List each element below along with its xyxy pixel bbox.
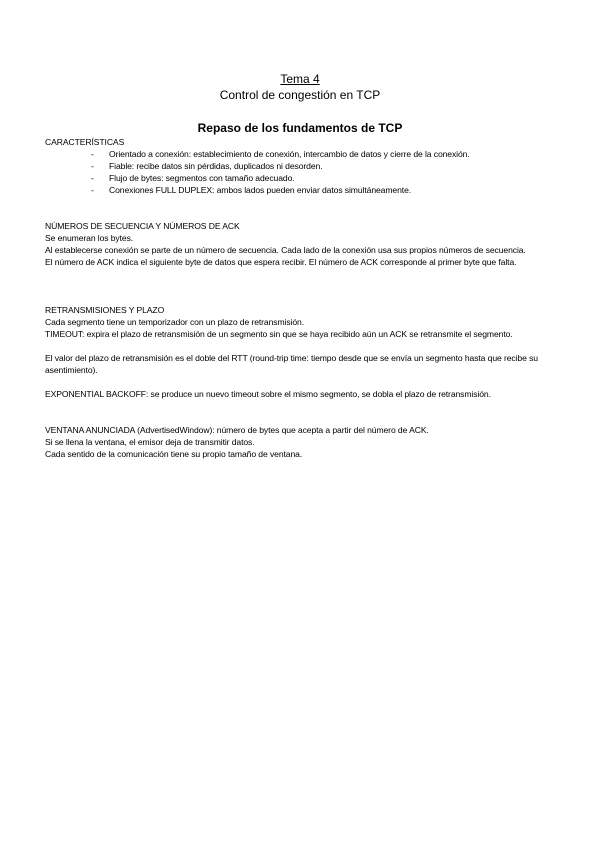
- numeros-heading: NÚMEROS DE SECUENCIA Y NÚMEROS DE ACK: [45, 221, 240, 231]
- list-item: [45, 160, 565, 172]
- paragraph-line: Si se llena la ventana, el emisor deja de transmitir datos.: [45, 437, 255, 447]
- paragraph-line: Al establecerse conexión se parte de un número de secuencia. Cada lado de la conexión usa sus propios números de secuencia.: [45, 245, 526, 255]
- list-item-text: Flujo de bytes: segmentos con tamaño adecuado.: [109, 173, 295, 183]
- list-item-text: Conexiones FULL DUPLEX: ambos lados pueden enviar datos simultáneamente.: [109, 185, 412, 195]
- bullet-dash: -: [91, 173, 94, 183]
- retransmisiones-block: [45, 304, 565, 340]
- numeros-block: [45, 220, 565, 268]
- paragraph-line: TIMEOUT: expira el plazo de retransmisión de un segmento sin que se haya recibido aún un ACK se retransmite el segmento.: [45, 329, 513, 339]
- ventana-block: [45, 424, 565, 460]
- caracteristicas-heading: CARACTERÍSTICAS: [45, 137, 125, 147]
- paragraph-line: Cada sentido de la comunicación tiene su propio tamaño de ventana.: [45, 449, 303, 459]
- bullet-dash: -: [91, 149, 94, 159]
- paragraph-line: Cada segmento tiene un temporizador con un plazo de retransmisión.: [45, 317, 305, 327]
- topic-title: Tema 4: [280, 72, 320, 86]
- paragraph-line: El número de ACK indica el siguiente byte de datos que espera recibir. El número de ACK corresponde al primer byte que falta.: [45, 257, 517, 267]
- backoff-block: [45, 388, 565, 400]
- topic-subtitle: Control de congestión en TCP: [219, 88, 381, 102]
- retransmisiones-heading: RETRANSMISIONES Y PLAZO: [45, 305, 165, 315]
- list-item: [45, 148, 565, 160]
- list-item: [45, 172, 565, 184]
- caracteristicas-list: [45, 148, 565, 196]
- rtt-paragraph: El valor del plazo de retransmisión es el doble del RTT (round-trip time: tiempo desde que se envía un segmento hasta que recibe su asentimiento).: [45, 353, 538, 375]
- bullet-dash: -: [91, 185, 94, 195]
- list-item-text: Orientado a conexión: establecimiento de conexión, intercambio de datos y cierre de la conexión.: [109, 149, 470, 159]
- list-item-text: Fiable: recibe datos sin pérdidas, duplicados ni desorden.: [109, 161, 323, 171]
- bullet-dash: -: [91, 161, 94, 171]
- caracteristicas-block: [45, 136, 565, 196]
- paragraph-line: Se enumeran los bytes.: [45, 233, 134, 243]
- section-heading: Repaso de los fundamentos de TCP: [197, 121, 403, 135]
- backoff-paragraph: EXPONENTIAL BACKOFF: se produce un nuevo timeout sobre el mismo segmento, se dobla el plazo de retransmisión.: [45, 389, 491, 399]
- paragraph-line: VENTANA ANUNCIADA (AdvertisedWindow): número de bytes que acepta a partir del número de ACK.: [45, 425, 429, 435]
- list-item: [45, 184, 565, 196]
- rtt-block: [45, 352, 565, 376]
